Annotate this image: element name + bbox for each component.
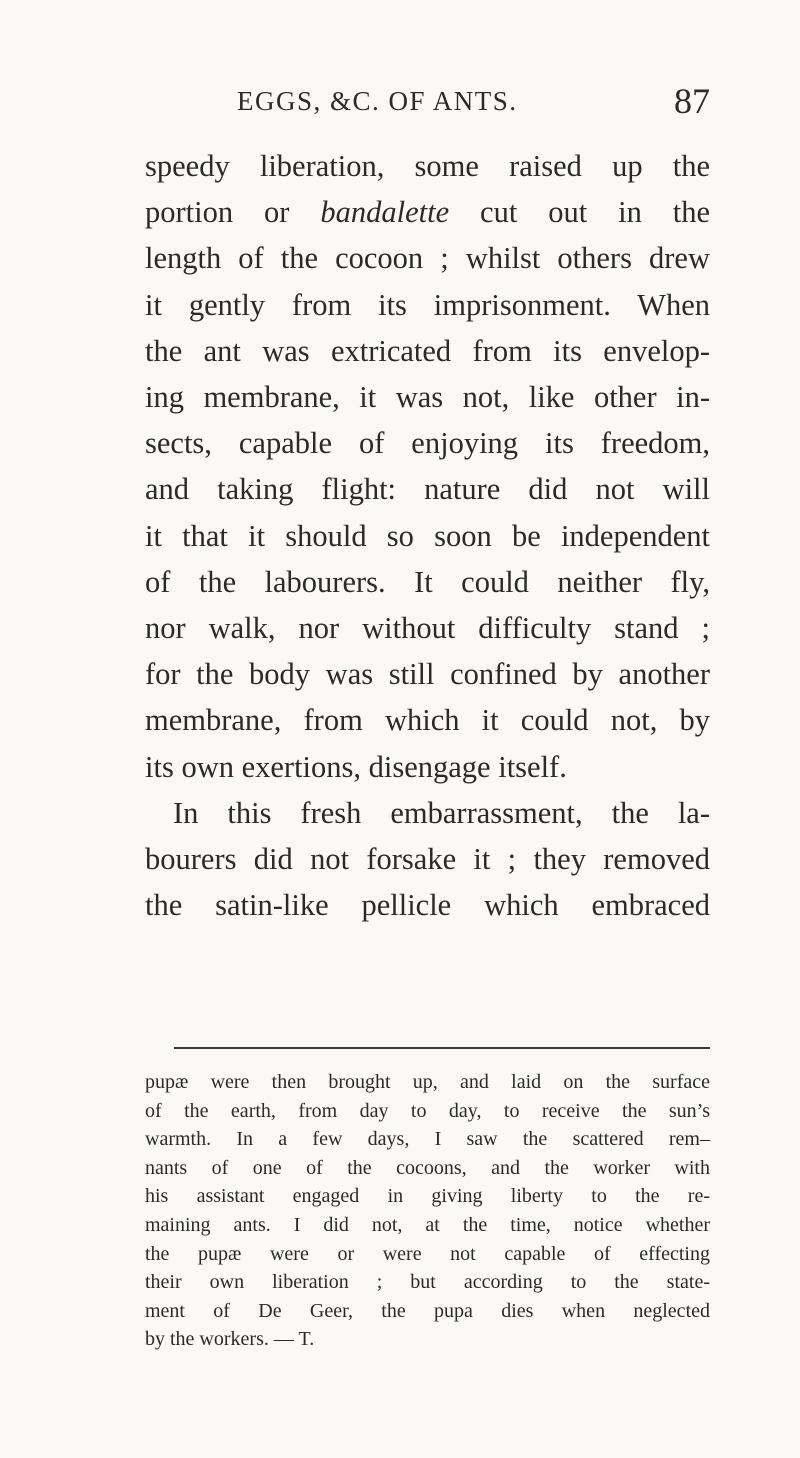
text-line: it that it should so soon be independent [145, 518, 710, 553]
main-text [145, 143, 710, 928]
text-line: bourers did not forsake it ; they removed [145, 842, 710, 877]
text-line: membrane, from which it could not, by [145, 703, 710, 738]
text-line: portion or bandalette cut out in the [145, 195, 710, 230]
text-line: of the labourers. It could neither fly, [145, 564, 710, 599]
footnote-line: their own liberation ; but according to the state- [145, 1271, 710, 1294]
text-line: the satin-like pellicle which embraced [145, 888, 710, 923]
text-line: ing membrane, it was not, like other in- [145, 380, 710, 415]
footnote-divider [174, 1047, 710, 1049]
text-line: for the body was still confined by another [145, 657, 710, 692]
text-line: its own exertions, disengage itself. [145, 749, 567, 784]
footnote-line: ment of De Geer, the pupa dies when neglected [145, 1299, 710, 1322]
text-line: speedy liberation, some raised up the [145, 149, 710, 183]
running-head: EGGS, &C. OF ANTS. [237, 86, 518, 116]
footnote-line: his assistant engaged in giving liberty to the re- [145, 1185, 710, 1208]
footnote-line: of the earth, from day to day, to receive the sun’s [145, 1099, 710, 1122]
text-line: length of the cocoon ; whilst others drew [145, 241, 710, 276]
italic-term: bandalette [320, 195, 450, 230]
text-line: and taking flight: nature did not will [145, 472, 710, 507]
footnote [145, 1068, 710, 1354]
footnote-line: maining ants. I did not, at the time, notice whether [145, 1213, 710, 1236]
footnote-line: pupæ were then brought up, and laid on the surface [145, 1071, 710, 1093]
footnote-line: nants of one of the cocoons, and the worker with [145, 1156, 710, 1179]
footnote-line: the pupæ were or were not capable of effecting [145, 1242, 710, 1265]
footnote-line: by the workers. — T. [145, 1328, 315, 1351]
footnote-line: warmth. In a few days, I saw the scattered rem– [145, 1128, 710, 1151]
text-line: the ant was extricated from its envelop- [145, 333, 710, 368]
text-line: nor walk, nor without difficulty stand ; [145, 611, 710, 646]
page-header [145, 81, 710, 126]
text-line: sects, capable of enjoying its freedom, [145, 426, 710, 461]
text-line: In this fresh embarrassment, the la- [173, 795, 710, 830]
text-line: it gently from its imprisonment. When [145, 287, 710, 322]
page-number: 87 [674, 81, 710, 121]
